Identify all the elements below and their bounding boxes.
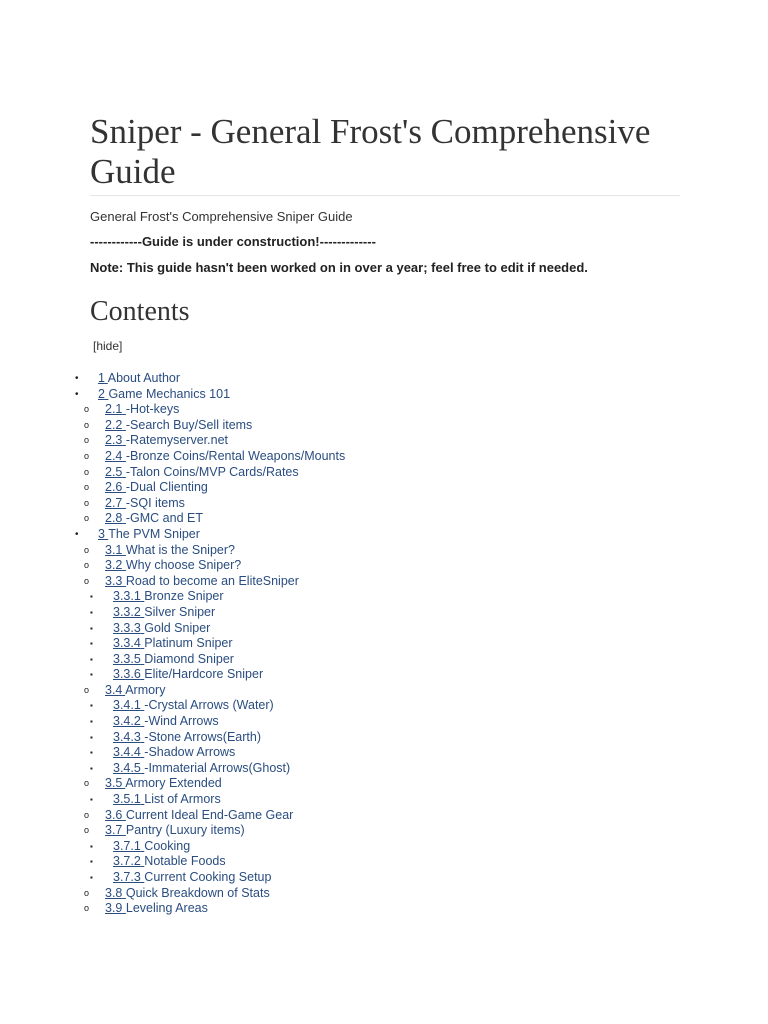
toc-link[interactable] — [113, 761, 290, 777]
toc-link[interactable] — [113, 652, 234, 668]
toc-text: Silver Sniper — [144, 604, 216, 619]
toc-number: 2.8 — [105, 511, 123, 526]
hide-toc-link[interactable]: [hide] — [93, 339, 123, 353]
toc-item — [0, 839, 700, 855]
toc-number: 2.7 — [105, 495, 123, 510]
toc-link[interactable] — [105, 480, 208, 496]
toc-item — [0, 433, 700, 449]
toc-number: 2.6 — [105, 480, 123, 495]
bullet-icon: o — [84, 482, 90, 493]
toc-number: 2.5 — [105, 464, 123, 479]
toc-text: Why choose Sniper? — [125, 558, 242, 573]
edit-note: Note: This guide hasn't been worked on in over a year; feel free to edit if needed. — [90, 260, 588, 275]
toc-item — [0, 387, 700, 403]
toc-link[interactable] — [113, 605, 215, 621]
bullet-icon: o — [84, 404, 90, 415]
toc-text: Platinum Sniper — [144, 636, 233, 651]
toc-text: Armory — [125, 682, 166, 697]
toc-link[interactable] — [105, 886, 270, 902]
toc-link[interactable] — [113, 854, 226, 870]
toc-number: 1 — [98, 371, 105, 385]
toc-item — [0, 761, 700, 777]
intro-text: General Frost's Comprehensive Sniper Guide — [90, 209, 353, 224]
toc-text: Gold Sniper — [144, 620, 211, 635]
bullet-icon: o — [84, 497, 90, 508]
toc-number: 3.2 — [105, 558, 123, 573]
toc-number: 3.7.2 — [113, 854, 141, 869]
toc-number: 3.3.4 — [113, 636, 141, 651]
toc-text: Road to become an EliteSniper — [125, 573, 299, 588]
toc-item — [0, 808, 700, 824]
toc-link[interactable] — [113, 621, 210, 637]
toc-link[interactable] — [105, 511, 203, 527]
toc-text: Quick Breakdown of Stats — [125, 885, 270, 900]
toc-link[interactable] — [98, 371, 180, 387]
toc-number: 3.6 — [105, 807, 123, 822]
toc-link[interactable] — [113, 839, 190, 855]
toc-text: List of Armors — [144, 792, 221, 807]
toc-number: 2.1 — [105, 402, 123, 417]
toc-item — [0, 667, 700, 683]
toc-link[interactable] — [105, 574, 299, 590]
toc-toggle — [93, 338, 122, 354]
toc-item — [0, 823, 700, 839]
toc-number: 3 — [98, 526, 105, 541]
toc-item — [0, 449, 700, 465]
toc-item — [0, 745, 700, 761]
toc-link[interactable] — [105, 901, 208, 917]
bullet-icon: • — [75, 528, 79, 540]
toc-link[interactable] — [105, 543, 235, 559]
bullet-icon: ▪ — [90, 592, 93, 602]
toc-number: 2.4 — [105, 448, 123, 463]
table-of-contents — [0, 371, 700, 917]
toc-text: About Author — [107, 371, 181, 385]
toc-item — [0, 465, 700, 481]
bullet-icon: ▪ — [90, 873, 93, 882]
bullet-icon: ▪ — [90, 748, 93, 758]
toc-text: -Wind Arrows — [144, 714, 219, 729]
bullet-icon: • — [75, 388, 79, 400]
toc-link[interactable] — [113, 730, 261, 746]
toc-item — [0, 698, 700, 714]
toc-text: Leveling Areas — [125, 901, 208, 916]
toc-item — [0, 496, 700, 512]
toc-item — [0, 511, 700, 527]
toc-link[interactable] — [113, 698, 274, 714]
toc-item — [0, 792, 700, 808]
bullet-icon: o — [84, 809, 90, 820]
bullet-icon: ▪ — [90, 670, 93, 680]
toc-text: Bronze Sniper — [144, 589, 224, 604]
bullet-icon: o — [84, 435, 90, 446]
toc-link[interactable] — [105, 823, 245, 839]
toc-number: 3.4.2 — [113, 714, 141, 729]
toc-link[interactable] — [113, 714, 219, 730]
toc-item — [0, 589, 700, 605]
bullet-icon: • — [75, 373, 79, 384]
toc-item — [0, 730, 700, 746]
toc-item — [0, 901, 700, 917]
toc-number: 3.1 — [105, 542, 123, 557]
toc-link[interactable] — [105, 558, 241, 574]
bullet-icon: ▪ — [90, 701, 93, 711]
toc-number: 3.3.3 — [113, 620, 141, 635]
toc-text: Current Ideal End-Game Gear — [125, 807, 294, 822]
toc-number: 2 — [98, 386, 105, 401]
toc-text: Game Mechanics 101 — [108, 386, 231, 401]
toc-link[interactable] — [113, 667, 263, 683]
toc-number: 3.5 — [105, 776, 123, 791]
toc-number: 2.2 — [105, 417, 123, 432]
toc-text: Current Cooking Setup — [144, 870, 272, 884]
toc-text: -Immaterial Arrows(Ghost) — [144, 760, 291, 775]
bullet-icon: o — [84, 903, 90, 914]
bullet-icon: o — [84, 513, 90, 524]
toc-text: -Ratemyserver.net — [125, 433, 228, 448]
toc-item — [0, 480, 700, 496]
toc-item — [0, 543, 700, 559]
toc-item — [0, 870, 700, 886]
toc-link[interactable] — [113, 745, 235, 761]
toc-text: -Crystal Arrows (Water) — [144, 698, 274, 713]
toc-link[interactable] — [105, 776, 222, 792]
toc-link[interactable] — [105, 465, 299, 481]
toc-text: -Dual Clienting — [125, 480, 208, 495]
toc-number: 3.4.4 — [113, 745, 141, 760]
bullet-icon: o — [84, 575, 90, 586]
toc-number: 3.3.1 — [113, 589, 141, 604]
bullet-icon: ▪ — [90, 623, 93, 633]
bullet-icon: ▪ — [90, 763, 93, 773]
toc-text: -Stone Arrows(Earth) — [144, 729, 262, 744]
toc-link[interactable] — [113, 870, 271, 886]
toc-link[interactable] — [113, 792, 221, 808]
toc-number: 3.5.1 — [113, 792, 141, 807]
bullet-icon: ▪ — [90, 841, 93, 851]
page-title: Sniper - General Frost's Comprehensive Guide — [90, 112, 651, 191]
toc-item — [0, 621, 700, 637]
bullet-icon: ▪ — [90, 717, 93, 727]
bullet-icon: o — [84, 778, 90, 789]
toc-text: -Hot-keys — [125, 402, 180, 417]
toc-number: 3.3.2 — [113, 604, 141, 619]
toc-number: 3.4.5 — [113, 760, 141, 775]
bullet-icon: o — [84, 887, 90, 898]
toc-number: 2.3 — [105, 433, 123, 448]
toc-number: 3.3.6 — [113, 667, 141, 682]
title-divider — [90, 195, 680, 196]
toc-text: Armory Extended — [125, 776, 222, 791]
toc-number: 3.7.3 — [113, 870, 141, 884]
toc-text: -GMC and ET — [125, 511, 203, 526]
toc-link[interactable] — [98, 527, 200, 543]
bullet-icon: ▪ — [90, 795, 93, 805]
toc-link[interactable] — [113, 636, 233, 652]
toc-text: -Search Buy/Sell items — [125, 417, 253, 432]
bullet-icon: ▪ — [90, 607, 93, 617]
bullet-icon: o — [84, 560, 90, 571]
toc-text: Pantry (Luxury items) — [125, 823, 245, 838]
toc-link[interactable] — [105, 402, 179, 418]
toc-text: -Bronze Coins/Rental Weapons/Mounts — [125, 448, 346, 463]
toc-item — [0, 886, 700, 902]
toc-text: -Shadow Arrows — [144, 745, 236, 760]
toc-number: 3.3.5 — [113, 651, 141, 666]
toc-item — [0, 683, 700, 699]
toc-number: 3.3 — [105, 573, 123, 588]
bullet-icon: o — [84, 466, 90, 477]
toc-number: 3.7.1 — [113, 838, 141, 853]
toc-item — [0, 636, 700, 652]
toc-item — [0, 574, 700, 590]
toc-link[interactable] — [105, 418, 252, 434]
toc-link[interactable] — [98, 387, 230, 403]
toc-item — [0, 854, 700, 870]
toc-text: -Talon Coins/MVP Cards/Rates — [125, 464, 299, 479]
toc-number: 3.7 — [105, 823, 123, 838]
toc-item — [0, 714, 700, 730]
bullet-icon: ▪ — [90, 639, 93, 649]
toc-item — [0, 402, 700, 418]
toc-item — [0, 371, 700, 387]
toc-link[interactable] — [113, 589, 224, 605]
toc-link[interactable] — [105, 449, 345, 465]
toc-item — [0, 558, 700, 574]
bullet-icon: o — [84, 450, 90, 461]
bullet-icon: o — [84, 544, 90, 555]
toc-text: Cooking — [144, 838, 191, 853]
toc-number: 3.4.1 — [113, 698, 141, 713]
toc-item — [0, 418, 700, 434]
toc-text: Notable Foods — [144, 854, 226, 869]
bullet-icon: ▪ — [90, 732, 93, 742]
toc-link[interactable] — [105, 808, 293, 824]
toc-number: 3.9 — [105, 901, 123, 916]
bullet-icon: ▪ — [90, 654, 93, 664]
toc-text: What is the Sniper? — [125, 542, 235, 557]
bullet-icon: o — [84, 825, 90, 836]
toc-item — [0, 527, 700, 543]
toc-number: 3.4 — [105, 682, 123, 697]
toc-link[interactable] — [105, 496, 185, 512]
toc-text: The PVM Sniper — [108, 526, 200, 541]
bullet-icon: o — [84, 684, 90, 695]
toc-item — [0, 652, 700, 668]
toc-item — [0, 605, 700, 621]
bullet-icon: ▪ — [90, 857, 93, 867]
toc-text: -SQI items — [125, 495, 185, 510]
bullet-icon: o — [84, 419, 90, 430]
toc-link[interactable] — [105, 683, 165, 699]
toc-number: 3.4.3 — [113, 729, 141, 744]
toc-link[interactable] — [105, 433, 228, 449]
construction-notice: ------------Guide is under construction!------------- — [90, 234, 376, 249]
toc-text: Elite/Hardcore Sniper — [144, 667, 264, 682]
toc-text: Diamond Sniper — [144, 651, 234, 666]
toc-number: 3.8 — [105, 885, 123, 900]
toc-item — [0, 776, 700, 792]
contents-heading: Contents — [90, 296, 190, 327]
